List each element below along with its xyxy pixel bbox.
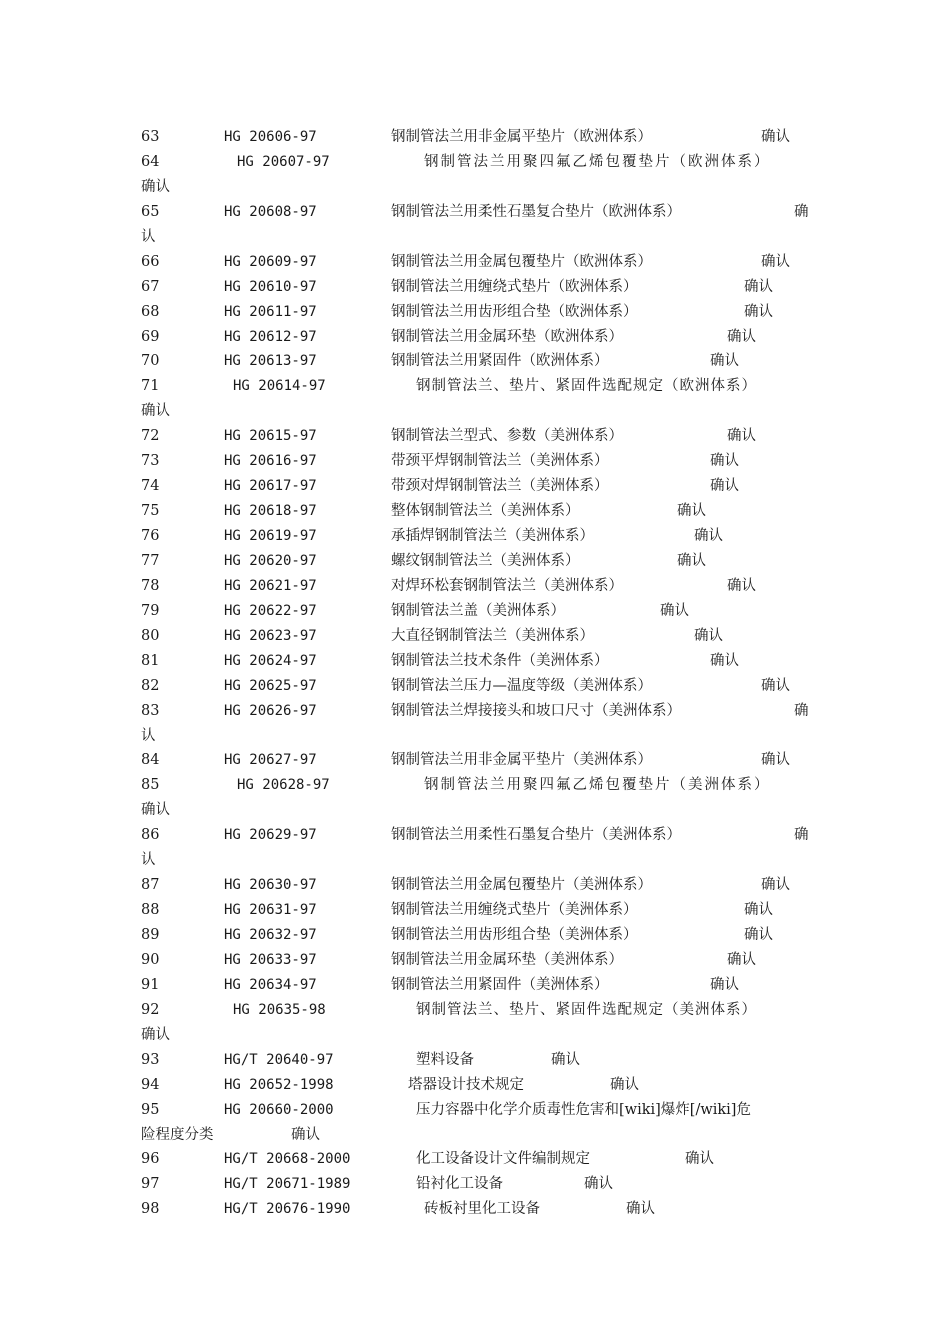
item-number: 74 (141, 478, 160, 495)
item-number: 63 (141, 129, 160, 145)
item-number: 65 (141, 203, 160, 220)
standard-title: 大直径钢制管法兰（美洲体系） (391, 627, 594, 644)
standard-title: 钢制管法兰用缠绕式垫片（美洲体系） (391, 902, 638, 919)
item-number: 94 (141, 1076, 160, 1093)
standard-title: 钢制管法兰用金属环垫（欧洲体系） (391, 328, 623, 345)
standard-code: HG 20611-97 (224, 303, 317, 320)
list-item-continuation (141, 848, 813, 873)
standard-code: HG 20606-97 (224, 129, 317, 145)
status-text: 确认 (710, 353, 739, 370)
list-item (141, 823, 813, 848)
status-text: 确认 (761, 253, 790, 270)
standard-code: HG 20629-97 (224, 827, 317, 844)
standard-code: HG 20615-97 (224, 428, 317, 445)
list-item (141, 474, 813, 499)
list-item (141, 275, 813, 300)
list-item (141, 699, 813, 724)
list-item (141, 200, 813, 225)
item-number: 79 (141, 602, 160, 619)
status-text: 确认 (727, 577, 756, 594)
item-number: 77 (141, 552, 160, 569)
list-item (141, 325, 813, 350)
standard-title: 钢制管法兰用金属包覆垫片（欧洲体系） (391, 253, 652, 270)
item-number: 76 (141, 528, 160, 544)
status-text: 确认 (727, 951, 756, 968)
standard-title: 钢制管法兰用缠绕式垫片（欧洲体系） (391, 278, 638, 295)
standard-code: HG 20623-97 (224, 627, 317, 644)
status-text: 确认 (685, 1151, 714, 1168)
status-text: 确认 (584, 1176, 613, 1193)
standard-code: HG/T 20676-1990 (224, 1201, 351, 1218)
list-item (141, 349, 813, 374)
list-item-continuation (141, 399, 813, 424)
item-number: 64 (141, 153, 160, 170)
standard-code: HG 20613-97 (224, 353, 317, 370)
standard-code: HG 20619-97 (224, 528, 317, 544)
standard-title: 钢制管法兰、垫片、紧固件选配规定（欧洲体系） (416, 378, 757, 395)
standard-code: HG/T 20668-2000 (224, 1151, 351, 1168)
standard-title: 钢制管法兰技术条件（美洲体系） (391, 652, 609, 669)
standard-title: 整体钢制管法兰（美洲体系） (391, 503, 580, 520)
list-item (141, 674, 813, 699)
list-item (141, 150, 813, 175)
standard-code: HG 20614-97 (233, 378, 326, 395)
list-item (141, 1172, 813, 1197)
standard-code: HG 20620-97 (224, 552, 317, 569)
item-number: 91 (141, 976, 160, 993)
standard-title: 钢制管法兰用非金属平垫片（美洲体系） (391, 752, 652, 769)
status-text: 确认 (744, 927, 773, 943)
standard-code: HG 20652-1998 (224, 1076, 334, 1093)
item-number: 67 (141, 278, 160, 295)
standard-title: 铅衬化工设备 (416, 1176, 503, 1193)
standard-code: HG 20627-97 (224, 752, 317, 769)
list-item (141, 574, 813, 599)
standard-title: 钢制管法兰用柔性石墨复合垫片（欧洲体系） (391, 203, 681, 220)
standard-title: 螺纹钢制管法兰（美洲体系） (391, 552, 580, 569)
list-item (141, 1098, 813, 1123)
list-item (141, 973, 813, 998)
standard-title: 承插焊钢制管法兰（美洲体系） (391, 528, 594, 544)
item-number: 92 (141, 1001, 160, 1018)
status-text: 确认 (727, 328, 756, 345)
list-item-continuation (141, 1123, 813, 1148)
list-item (141, 1197, 813, 1222)
list-item (141, 1048, 813, 1073)
list-item (141, 773, 813, 798)
status-text: 确认 (141, 178, 170, 195)
standard-code: HG 20635-98 (233, 1001, 326, 1018)
standard-code: HG 20610-97 (224, 278, 317, 295)
status-text: 确认 (710, 976, 739, 993)
item-number: 84 (141, 752, 160, 769)
standard-title: 塔器设计技术规定 (408, 1076, 524, 1093)
status-text: 确认 (761, 129, 790, 145)
standard-code: HG 20617-97 (224, 478, 317, 495)
list-item (141, 948, 813, 973)
status-text-continued: 认 (141, 852, 156, 869)
standard-title: 钢制管法兰用非金属平垫片（欧洲体系） (391, 129, 652, 145)
standard-title: 带颈平焊钢制管法兰（美洲体系） (391, 453, 609, 470)
list-item (141, 374, 813, 399)
standard-code: HG 20621-97 (224, 577, 317, 594)
standard-code: HG/T 20640-97 (224, 1051, 334, 1068)
item-number: 87 (141, 877, 160, 894)
list-item (141, 499, 813, 524)
standard-code: HG 20634-97 (224, 976, 317, 993)
standard-code: HG 20628-97 (237, 777, 330, 794)
status-text: 确认 (141, 403, 170, 420)
item-number: 97 (141, 1176, 160, 1193)
status-text: 确认 (761, 752, 790, 769)
standard-code: HG 20618-97 (224, 503, 317, 520)
standard-code: HG 20630-97 (224, 877, 317, 894)
list-item (141, 250, 813, 275)
list-item-continuation (141, 798, 813, 823)
list-item-continuation (141, 1023, 813, 1048)
item-number: 73 (141, 453, 160, 470)
standard-title: 钢制管法兰、垫片、紧固件选配规定（美洲体系） (416, 1001, 757, 1018)
list-item (141, 449, 813, 474)
standard-title: 钢制管法兰压力—温度等级（美洲体系） (391, 677, 652, 694)
standards-list (141, 125, 813, 1222)
status-text: 确认 (744, 303, 773, 320)
standard-code: HG 20607-97 (237, 153, 330, 170)
item-number: 70 (141, 353, 160, 370)
status-text: 确认 (551, 1051, 580, 1068)
standard-title: 钢制管法兰用柔性石墨复合垫片（美洲体系） (391, 827, 681, 844)
item-number: 89 (141, 927, 160, 943)
status-text: 确认 (677, 503, 706, 520)
standard-title: 钢制管法兰用聚四氟乙烯包覆垫片（欧洲体系） (424, 153, 771, 170)
standard-code: HG 20609-97 (224, 253, 317, 270)
standard-code: HG 20612-97 (224, 328, 317, 345)
standard-code: HG 20626-97 (224, 702, 317, 719)
list-item (141, 1073, 813, 1098)
standard-code: HG 20616-97 (224, 453, 317, 470)
status-text-continued: 认 (141, 727, 156, 744)
list-item-continuation (141, 225, 813, 250)
standard-title: 钢制管法兰用金属环垫（美洲体系） (391, 951, 623, 968)
standard-title: 钢制管法兰用齿形组合垫（欧洲体系） (391, 303, 638, 320)
list-item (141, 125, 813, 150)
list-item-continuation (141, 175, 813, 200)
list-item (141, 898, 813, 923)
status-text: 确认 (744, 902, 773, 919)
standard-title: 化工设备设计文件编制规定 (416, 1151, 590, 1168)
status-text: 确认 (610, 1076, 639, 1093)
item-number: 82 (141, 677, 160, 694)
status-text: 确 (794, 827, 809, 844)
item-number: 66 (141, 253, 160, 270)
item-number: 69 (141, 328, 160, 345)
list-item (141, 748, 813, 773)
status-text: 确认 (141, 802, 170, 819)
item-number: 95 (141, 1101, 160, 1118)
status-text: 确认 (744, 278, 773, 295)
standard-title: 压力容器中化学介质毒性危害和[wiki]爆炸[/wiki]危 (416, 1101, 751, 1118)
standard-title: 塑料设备 (416, 1051, 474, 1068)
status-text: 确认 (626, 1201, 655, 1218)
list-item (141, 599, 813, 624)
list-item (141, 524, 813, 549)
standard-title: 钢制管法兰用聚四氟乙烯包覆垫片（美洲体系） (424, 777, 771, 794)
status-text: 确认 (710, 478, 739, 495)
standard-code: HG 20633-97 (224, 951, 317, 968)
standard-title: 钢制管法兰盖（美洲体系） (391, 602, 565, 619)
status-text: 确认 (710, 453, 739, 470)
status-text: 确 (794, 702, 809, 719)
standard-title: 钢制管法兰用金属包覆垫片（美洲体系） (391, 877, 652, 894)
item-number: 88 (141, 902, 160, 919)
standard-code: HG 20608-97 (224, 203, 317, 220)
standard-code: HG 20631-97 (224, 902, 317, 919)
item-number: 78 (141, 577, 160, 594)
status-text: 确 (794, 203, 809, 220)
standard-title: 对焊环松套钢制管法兰（美洲体系） (391, 577, 623, 594)
standard-title: 砖板衬里化工设备 (424, 1201, 540, 1218)
item-number: 93 (141, 1051, 160, 1068)
standard-title: 钢制管法兰用紧固件（美洲体系） (391, 976, 609, 993)
status-text: 确认 (727, 428, 756, 445)
item-number: 85 (141, 777, 160, 794)
item-number: 72 (141, 428, 160, 445)
status-text: 确认 (761, 677, 790, 694)
list-item (141, 649, 813, 674)
item-number: 81 (141, 652, 160, 669)
item-number: 90 (141, 951, 160, 968)
status-text: 确认 (694, 627, 723, 644)
item-number: 68 (141, 303, 160, 320)
status-text: 确认 (761, 877, 790, 894)
item-number: 83 (141, 702, 160, 719)
list-item (141, 873, 813, 898)
list-item (141, 624, 813, 649)
list-item (141, 998, 813, 1023)
list-item (141, 300, 813, 325)
item-number: 80 (141, 627, 160, 644)
status-text: 确认 (291, 1126, 320, 1143)
list-item (141, 549, 813, 574)
standard-title: 钢制管法兰用紧固件（欧洲体系） (391, 353, 609, 370)
status-text-continued: 认 (141, 228, 156, 245)
standard-title: 钢制管法兰型式、参数（美洲体系） (391, 428, 623, 445)
status-text: 确认 (677, 552, 706, 569)
status-text: 确认 (710, 652, 739, 669)
standard-title: 带颈对焊钢制管法兰（美洲体系） (391, 478, 609, 495)
list-item (141, 923, 813, 948)
item-number: 96 (141, 1151, 160, 1168)
standard-code: HG/T 20671-1989 (224, 1176, 351, 1193)
list-item-continuation (141, 724, 813, 749)
list-item (141, 424, 813, 449)
item-number: 71 (141, 378, 160, 395)
standard-title: 钢制管法兰焊接接头和坡口尺寸（美洲体系） (391, 702, 681, 719)
item-number: 75 (141, 503, 160, 520)
standard-code: HG 20660-2000 (224, 1101, 334, 1118)
status-text: 确认 (694, 528, 723, 544)
status-text: 确认 (141, 1026, 170, 1043)
standard-code: HG 20622-97 (224, 602, 317, 619)
item-number: 86 (141, 827, 160, 844)
standard-code: HG 20625-97 (224, 677, 317, 694)
standard-code: HG 20624-97 (224, 652, 317, 669)
standard-code: HG 20632-97 (224, 927, 317, 943)
status-text: 确认 (660, 602, 689, 619)
standard-title-continued: 险程度分类 (141, 1126, 214, 1143)
item-number: 98 (141, 1201, 160, 1218)
list-item (141, 1147, 813, 1172)
standard-title: 钢制管法兰用齿形组合垫（美洲体系） (391, 927, 638, 943)
